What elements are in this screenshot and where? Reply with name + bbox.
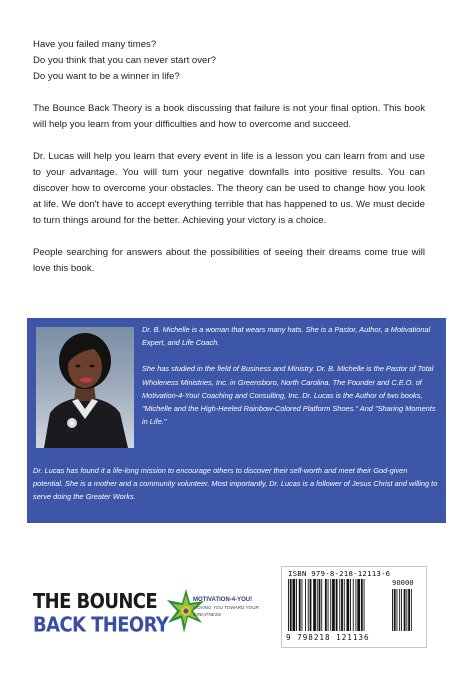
blurb-paragraph-3: People searching for answers about the possibilities of seeing their dreams come true will love this book. xyxy=(33,247,425,274)
barcode-digits: 9 798218 121136 xyxy=(286,633,370,642)
author-bio-panel xyxy=(27,318,446,523)
logo-tagline: MOVING YOU TOWARD YOUR GREATNESS xyxy=(193,605,259,617)
bio-paragraph-2: She has studied in the field of Business and Ministry. Dr. B. Michelle is the Pastor of Total Wholeness Ministries, Inc. in Greensboro, North Carolina. The Founder and C.E.O. of Motivation-4-You! Coaching and Consulting, Inc. Dr. Lucas is the Author of two books, "Michelle and the High-Heeled Rainbow-Colored Platform Shoes." And "Sharing Moments in Life." xyxy=(142,364,436,427)
question-3: Do you want to be a winner in life? xyxy=(33,71,180,82)
blurb-paragraph-1: The Bounce Back Theory is a book discussing that failure is not your final option. This book will help you learn from your difficulties and how to overcome and succeed. xyxy=(33,103,425,130)
author-photo xyxy=(36,327,134,448)
barcode-bars xyxy=(288,579,422,633)
barcode-addon: 90000 xyxy=(392,578,414,587)
blurb-paragraph-2: Dr. Lucas will help you learn that every event in life is a lesson you can learn from and use to your advantage. You will turn your negative downfalls into positive results. You can discover how to overcome your obstacles. The theory can be used to change how you look at life. We don't have to accept everything terrible that has happened to us. We must decide to turn things around for the better. Achieving your victory is a choice. xyxy=(33,151,425,226)
isbn-text: ISBN 979-8-218-12113-6 xyxy=(288,569,391,578)
book-title-line-2: BACK THEORY xyxy=(33,613,169,638)
question-2: Do you think that you can never start over? xyxy=(33,55,216,66)
book-title-line-1: THE BOUNCE xyxy=(33,590,158,614)
back-cover-blurb xyxy=(33,37,425,293)
bio-paragraph-1: Dr. B. Michelle is a woman that wears many hats. She is a Pastor, Author, a Motivational Expert, and Life Coach. xyxy=(142,325,431,348)
book-title xyxy=(33,590,173,637)
publisher-logo xyxy=(166,587,260,637)
bio-paragraph-3: Dr. Lucas has found it a life-long mission to encourage others to discover their self-worth and meet their God-given potential. She is a mother and a community volunteer. Most importantly, Dr. Lucas is a follower of Jesus Christ and willing to serve doing the Greater Works. xyxy=(33,466,438,502)
isbn-barcode xyxy=(281,566,427,648)
logo-name: MOTIVATION-4-YOU! xyxy=(193,597,253,603)
question-1: Have you failed many times? xyxy=(33,39,157,50)
